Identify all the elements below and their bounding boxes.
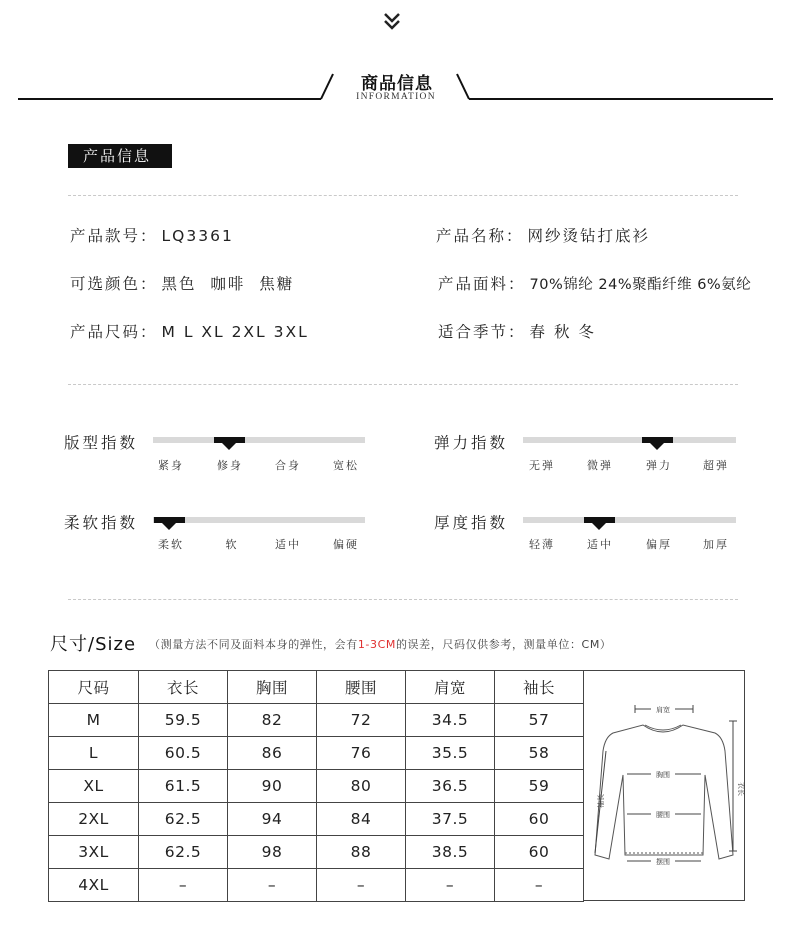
elasticity-index-label: 弹力指数: [434, 434, 509, 452]
product-sizes-label: 产品尺码: [70, 323, 141, 341]
product-name: 产品名称： 网纱烫钻打底衫: [436, 227, 651, 245]
table-cell: –: [139, 869, 228, 902]
fit-index-label: 版型指数: [64, 434, 139, 452]
header-rule-right: [469, 98, 773, 100]
table-header-cell: 腰围: [317, 671, 406, 704]
table-cell: 94: [228, 803, 317, 836]
table-cell: M: [49, 704, 139, 737]
product-season-label: 适合季节: [438, 323, 509, 341]
table-cell: 90: [228, 770, 317, 803]
product-fabric: 产品面料： 70%锦纶 24%聚酯纤维 6%氨纶: [438, 275, 752, 293]
table-cell: 60: [495, 803, 584, 836]
section-badge: 产品信息: [68, 144, 172, 168]
table-cell: 62.5: [139, 836, 228, 869]
product-colors: 可选颜色： 黑色 咖啡 焦糖: [70, 275, 295, 293]
size-note-pre: （测量方法不同及面料本身的弹性，会有: [149, 638, 358, 651]
divider: [68, 195, 738, 196]
product-colors-value: 黑色 咖啡 焦糖: [161, 275, 295, 293]
table-cell: XL: [49, 770, 139, 803]
diagram-label-waist: 腰围: [656, 811, 670, 819]
product-name-label: 产品名称: [436, 227, 507, 245]
thickness-tick: 偏厚: [646, 538, 672, 551]
table-cell: –: [317, 869, 406, 902]
softness-tick: 适中: [275, 538, 301, 551]
fit-tick: 修身: [217, 459, 243, 472]
table-cell: 62.5: [139, 803, 228, 836]
thickness-index-track: [523, 517, 736, 523]
product-colors-label: 可选颜色: [70, 275, 141, 293]
product-model: 产品款号： LQ3361: [70, 227, 234, 245]
table-cell: 76: [317, 737, 406, 770]
elasticity-tick: 微弹: [587, 459, 613, 472]
divider: [68, 384, 738, 385]
table-cell: 72: [317, 704, 406, 737]
table-header-cell: 肩宽: [406, 671, 495, 704]
table-cell: 84: [317, 803, 406, 836]
fit-tick: 合身: [275, 459, 301, 472]
table-cell: 98: [228, 836, 317, 869]
table-cell: 57: [495, 704, 584, 737]
product-sizes-value: M L XL 2XL 3XL: [161, 323, 309, 341]
fit-tick: 紧身: [158, 459, 184, 472]
product-model-label: 产品款号: [70, 227, 141, 245]
table-row: [49, 803, 584, 836]
table-cell: 59.5: [139, 704, 228, 737]
table-header-cell: 胸围: [228, 671, 317, 704]
header-slash-left: [319, 72, 335, 100]
product-fabric-value: 70%锦纶 24%聚酯纤维 6%氨纶: [529, 277, 752, 293]
table-cell: 34.5: [406, 704, 495, 737]
diagram-label-sleeve: 袖长: [597, 794, 605, 808]
header-subtitle: INFORMATION: [356, 92, 436, 102]
thickness-index-label: 厚度指数: [434, 514, 509, 532]
diagram-label-length: 衣长: [737, 782, 745, 796]
table-cell: 60: [495, 836, 584, 869]
header-rule-left: [18, 98, 321, 100]
table-cell: 36.5: [406, 770, 495, 803]
table-cell: –: [406, 869, 495, 902]
thickness-index-marker: [584, 517, 615, 523]
diagram-label-hem: 摆围: [656, 858, 670, 866]
elasticity-tick: 弹力: [646, 459, 672, 472]
diagram-label-chest: 胸围: [656, 771, 670, 779]
diagram-label-shoulder: 肩宽: [656, 706, 670, 714]
divider: [68, 599, 738, 600]
product-sizes: 产品尺码： M L XL 2XL 3XL: [70, 323, 309, 341]
table-cell: 88: [317, 836, 406, 869]
softness-tick: 软: [225, 538, 239, 551]
sweater-diagram: [583, 671, 744, 902]
table-cell: 58: [495, 737, 584, 770]
table-cell: 60.5: [139, 737, 228, 770]
table-cell: 59: [495, 770, 584, 803]
size-chart-note: [149, 636, 612, 652]
size-note-post: 的误差，尺码仅供参考，测量单位：CM）: [395, 638, 612, 651]
table-cell: –: [495, 869, 584, 902]
table-header-cell: 袖长: [495, 671, 584, 704]
table-cell: 35.5: [406, 737, 495, 770]
double-chevron-down-icon: [381, 10, 403, 34]
table-cell: 37.5: [406, 803, 495, 836]
fit-tick: 宽松: [333, 459, 359, 472]
table-cell: 38.5: [406, 836, 495, 869]
table-cell: 86: [228, 737, 317, 770]
fit-index-marker: [214, 437, 245, 443]
table-row: [49, 737, 584, 770]
softness-index-marker: [154, 517, 185, 523]
product-model-value: LQ3361: [161, 227, 234, 245]
thickness-tick: 轻薄: [529, 538, 555, 551]
thickness-tick: 适中: [587, 538, 613, 551]
fit-index-track: [153, 437, 365, 443]
table-cell: 3XL: [49, 836, 139, 869]
elasticity-index-marker: [642, 437, 673, 443]
elasticity-tick: 无弹: [529, 459, 555, 472]
softness-index-label: 柔软指数: [64, 514, 139, 532]
table-header-cell: 衣长: [139, 671, 228, 704]
size-table: [48, 670, 584, 902]
header-title: 商品信息: [361, 74, 433, 94]
size-chart-title: 尺寸/Size: [50, 634, 137, 655]
table-row: [49, 869, 584, 902]
elasticity-index-track: [523, 437, 736, 443]
table-header-row: [49, 671, 584, 704]
softness-tick: 柔软: [158, 538, 184, 551]
table-row: [49, 704, 584, 737]
product-season-value: 春 秋 冬: [529, 323, 596, 341]
product-name-value: 网纱烫钻打底衫: [527, 227, 651, 245]
softness-tick: 偏硬: [333, 538, 359, 551]
table-cell: 4XL: [49, 869, 139, 902]
product-season: 适合季节： 春 秋 冬: [438, 323, 596, 341]
size-note-range: 1-3CM: [357, 638, 396, 651]
table-header-cell: 尺码: [49, 671, 139, 704]
header-slash-right: [455, 72, 471, 100]
table-cell: L: [49, 737, 139, 770]
table-cell: –: [228, 869, 317, 902]
table-cell: 61.5: [139, 770, 228, 803]
measurement-diagram: [583, 670, 745, 901]
table-row: [49, 836, 584, 869]
table-cell: 82: [228, 704, 317, 737]
elasticity-tick: 超弹: [703, 459, 729, 472]
product-fabric-label: 产品面料: [438, 275, 509, 293]
table-cell: 80: [317, 770, 406, 803]
table-row: [49, 770, 584, 803]
thickness-tick: 加厚: [703, 538, 729, 551]
table-cell: 2XL: [49, 803, 139, 836]
